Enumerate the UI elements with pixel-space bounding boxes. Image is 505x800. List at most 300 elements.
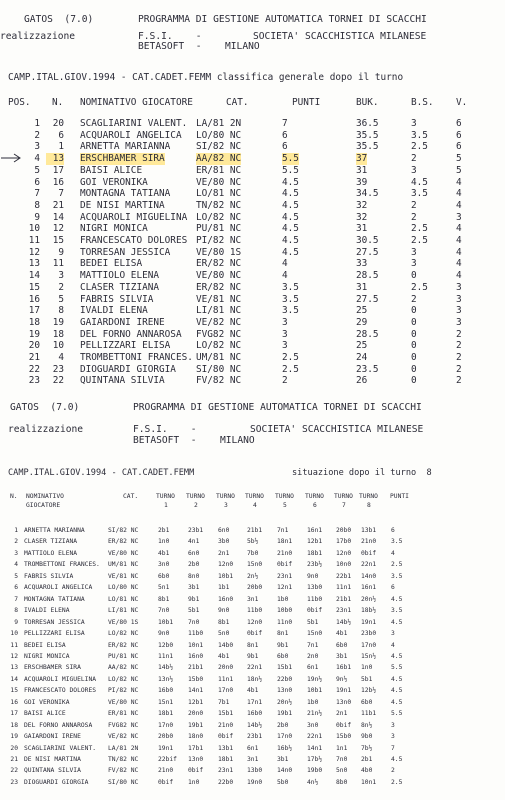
standings-cell-n: 11 xyxy=(52,258,64,270)
standings-cell-buk: 33 xyxy=(356,258,368,270)
rounds-cell-name: DIOGUARDI GIORGIA xyxy=(24,778,89,786)
standings-cell-punti: 7 xyxy=(282,118,288,129)
rounds-cell-r6: 7n1 xyxy=(307,641,319,649)
rounds-cell-name: GAIARDONI IRENE xyxy=(24,733,81,741)
rounds-cell-name: TROMBETTONI FRANCES. xyxy=(24,561,100,569)
standings-cell-n: 18 xyxy=(52,328,64,340)
standings-cell-name: GAIARDONI IRENE xyxy=(80,316,165,328)
standings-cell-v: 4 xyxy=(456,270,462,282)
standings-cell-buk: 31 xyxy=(356,164,368,176)
rounds-cell-r7: 22b1 xyxy=(336,572,352,580)
rounds-cell-r1: 13n½ xyxy=(158,675,174,683)
rounds-cell-r4: 3n1 xyxy=(247,595,259,603)
standings-cell-bs: 0 xyxy=(411,375,417,387)
standings-title: CAMP.ITAL.GIOV.1994 - CAT.CADET.FEMM classifica generale dopo il turno xyxy=(8,72,404,83)
rounds-cell-n: 9 xyxy=(14,618,18,626)
rounds-cell-punti: 4.5 xyxy=(391,675,403,683)
standings-cell-n: 21 xyxy=(52,199,64,211)
fsi-label-2: F.S.I. - xyxy=(133,424,197,435)
rounds-cell-r7: 21b1 xyxy=(336,595,352,603)
rounds-cell-r5: 0bif xyxy=(277,561,293,569)
rounds-cell-cat: VE/80 1S xyxy=(108,618,139,626)
rounds-cell-r3: 9n0 xyxy=(218,607,230,615)
rounds-cell-r4: 5b½ xyxy=(247,538,259,546)
standings-cell-n: 7 xyxy=(58,188,64,200)
rounds-cell-r3: 3b0 xyxy=(218,538,230,546)
standings-row xyxy=(0,270,505,282)
rounds-cell-punti: 4.5 xyxy=(391,698,403,706)
rounds-cell-n: 18 xyxy=(10,721,18,729)
rounds-cell-r8: 1n0 xyxy=(361,664,373,672)
turno-number: 1 xyxy=(164,502,168,509)
rounds-cell-r7: 15b0 xyxy=(336,733,352,741)
standings-cell-name: MONTAGNA TATIANA xyxy=(80,188,171,200)
standings-cell-n: 6 xyxy=(58,129,64,141)
rounds-cell-n: 4 xyxy=(14,561,18,569)
rounds-cell-cat: LA/81 2N xyxy=(108,744,139,752)
standings-cell-pos: 10 xyxy=(28,223,40,235)
standings-cell-punti: 4.5 xyxy=(282,199,299,211)
standings-cell-v: 4 xyxy=(456,199,462,211)
standings-cell-cat: LO/81 NC xyxy=(196,188,242,200)
standings-cell-bs: 2.5 xyxy=(411,281,428,293)
rounds-cell-cat: PU/81 NC xyxy=(108,652,139,660)
rounds-cell-r5: 3b1 xyxy=(277,756,289,763)
rounds-cell-r6: 16n1 xyxy=(307,527,323,534)
milano-label: MILANO xyxy=(225,41,260,52)
rounds-cell-r4: 16b0 xyxy=(247,710,263,718)
betasoft-label: BETASOFT - xyxy=(138,41,202,52)
rounds-cell-n: 16 xyxy=(10,698,18,706)
rounds-cell-r8: 22n1 xyxy=(361,561,377,569)
standings-cell-pos: 9 xyxy=(34,211,40,223)
standings-cell-punti: 6 xyxy=(282,141,288,153)
rounds-cell-r2: 11b0 xyxy=(188,630,204,638)
rounds-cell-r1: 22bif xyxy=(158,756,177,763)
rounds-cell-r7: 17b0 xyxy=(336,538,352,546)
standings-cell-v: 6 xyxy=(456,129,462,141)
rounds-cell-cat: TN/82 NC xyxy=(108,756,139,763)
rounds-cell-r1: 21n0 xyxy=(158,767,174,775)
standings-cell-name: BAISI ALICE xyxy=(80,164,143,176)
rounds-cell-r1: 18b1 xyxy=(158,710,174,718)
turno-label: TURNO xyxy=(216,493,235,500)
rounds-cell-name: GOI VERONIKA xyxy=(24,698,70,706)
rounds-cell-r5: 7n1 xyxy=(277,527,289,534)
rounds-cell-punti: 5.5 xyxy=(391,710,403,718)
rounds-col-n: N. xyxy=(10,493,18,500)
rounds-cell-r8: 19n1 xyxy=(361,618,377,626)
standings-cell-punti: 4.5 xyxy=(282,188,299,200)
rounds-cell-r5: 2b0 xyxy=(277,721,289,729)
rounds-cell-r5: 6b0 xyxy=(277,652,289,660)
rounds-cell-r5: 15b1 xyxy=(277,664,293,672)
rounds-cell-cat: UM/81 NC xyxy=(108,561,139,569)
rounds-cell-r8: 14n0 xyxy=(361,572,377,580)
rounds-cell-r8: 11b1 xyxy=(361,710,377,718)
rounds-cell-name: DE NISI MARTINA xyxy=(24,756,81,763)
standings-cell-punti: 2.5 xyxy=(282,352,299,363)
rounds-cell-r8: 7b½ xyxy=(361,744,373,752)
standings-cell-buk: 36.5 xyxy=(356,118,379,129)
rounds-row xyxy=(0,525,505,537)
turno-number: 7 xyxy=(342,502,346,509)
rounds-cell-r7: 8b0 xyxy=(336,778,348,786)
col-buk: BUK. xyxy=(356,97,379,108)
rounds-col-punti: PUNTI xyxy=(390,493,409,500)
rounds-cell-r6: 23b½ xyxy=(307,561,323,569)
standings-cell-pos: 7 xyxy=(34,188,40,200)
standings-cell-buk: 31 xyxy=(356,223,368,235)
standings-cell-bs: 3 xyxy=(411,118,417,129)
standings-cell-punti: 4.5 xyxy=(282,211,299,223)
standings-row xyxy=(0,317,505,329)
rounds-cell-r3: 5n0 xyxy=(218,630,230,638)
rounds-cell-r8: 23b0 xyxy=(361,630,377,638)
rounds-cell-r6: 19n½ xyxy=(307,675,323,683)
rounds-cell-name: ARNETTA MARIANNA xyxy=(24,527,85,534)
rounds-cell-r2: 3b1 xyxy=(188,584,200,592)
rounds-cell-name: NIGRI MONICA xyxy=(24,652,70,660)
rounds-cell-r4: 14b½ xyxy=(247,721,263,729)
rounds-cell-r6: 18b1 xyxy=(307,549,323,557)
rounds-cell-r8: 13b1 xyxy=(361,527,377,534)
standings-cell-pos: 8 xyxy=(34,199,40,211)
standings-cell-punti: 5.5 xyxy=(282,164,299,176)
standings-row xyxy=(0,118,505,130)
standings-cell-buk: 27.5 xyxy=(356,246,379,258)
standings-cell-v: 2 xyxy=(456,363,462,375)
rounds-cell-punti: 3 xyxy=(391,721,395,729)
turno-number: 3 xyxy=(224,502,228,509)
standings-row xyxy=(0,235,505,247)
rounds-cell-r3: 16n0 xyxy=(218,595,234,603)
standings-cell-v: 3 xyxy=(456,211,462,223)
col-punti: PUNTI xyxy=(292,97,321,108)
rounds-cell-r2: 2b0 xyxy=(188,561,200,569)
standings-cell-pos: 17 xyxy=(28,305,40,317)
societa-label-2: SOCIETA' SCACCHISTICA MILANESE xyxy=(250,424,424,435)
standings-cell-pos: 20 xyxy=(28,340,40,352)
rounds-cell-r5: 14n0 xyxy=(277,767,293,775)
standings-cell-buk: 35.5 xyxy=(356,141,379,153)
rounds-cell-r3: 11n1 xyxy=(218,675,234,683)
standings-row xyxy=(0,130,505,142)
standings-cell-v: 4 xyxy=(456,235,462,246)
turno-number: 6 xyxy=(313,502,317,509)
standings-cell-pos: 18 xyxy=(28,316,40,328)
rounds-cell-r6: 2n0 xyxy=(307,652,319,660)
rounds-cell-r2: 15b0 xyxy=(188,675,204,683)
rounds-cell-r2: 7n0 xyxy=(188,618,200,626)
rounds-cell-r2: 9b1 xyxy=(188,595,200,603)
rounds-cell-r6: 12b1 xyxy=(307,538,323,546)
rounds-cell-r5: 18n1 xyxy=(277,538,293,546)
rounds-cell-r8: 10n1 xyxy=(361,778,377,786)
standings-cell-cat: LO/80 NC xyxy=(196,129,242,141)
rounds-row xyxy=(0,754,505,766)
col-name: NOMINATIVO GIOCATORE xyxy=(80,97,193,108)
rounds-cell-r5: 10b0 xyxy=(277,607,293,615)
standings-cell-name: FRANCESCATO DOLORES xyxy=(80,235,188,246)
standings-cell-pos: 12 xyxy=(28,246,40,258)
rounds-row xyxy=(0,697,505,709)
standings-cell-n: 22 xyxy=(52,375,64,387)
rounds-cell-r2: 18n0 xyxy=(188,733,204,741)
rounds-subtitle: situazione dopo il turno 8 xyxy=(292,468,432,478)
rounds-cell-r7: 2n1 xyxy=(336,710,348,718)
rounds-cell-n: 12 xyxy=(10,652,18,660)
rounds-cell-r6: 15n0 xyxy=(307,630,323,638)
standings-cell-cat: LA/81 2N xyxy=(196,118,242,129)
rounds-cell-name: BEDEI ELISA xyxy=(24,641,66,649)
standings-cell-cat: PI/82 NC xyxy=(196,235,242,246)
rounds-row xyxy=(0,559,505,571)
rounds-cell-r3: 8b1 xyxy=(218,618,230,626)
standings-cell-v: 4 xyxy=(456,223,462,235)
rounds-row xyxy=(0,548,505,560)
rounds-cell-r4: 23b1 xyxy=(247,733,263,741)
rounds-cell-punti: 7 xyxy=(391,744,395,752)
rounds-cell-cat: PI/82 NC xyxy=(108,687,139,695)
rounds-cell-r1: 12b0 xyxy=(158,641,174,649)
rounds-cell-r3: 22b0 xyxy=(218,778,234,786)
rounds-cell-r7: 9n½ xyxy=(336,675,348,683)
standings-cell-v: 2 xyxy=(456,375,462,387)
milano-label-2: MILANO xyxy=(220,435,255,446)
standings-cell-pos: 15 xyxy=(28,281,40,293)
rounds-cell-r6: 3n0 xyxy=(307,721,319,729)
rounds-cell-r6: 1b0 xyxy=(307,698,319,706)
rounds-cell-n: 17 xyxy=(10,710,18,718)
rounds-cell-r1: 2b1 xyxy=(158,527,170,534)
rounds-cell-n: 10 xyxy=(10,630,18,638)
standings-cell-punti: 5.5 xyxy=(282,153,299,165)
standings-cell-punti: 4 xyxy=(282,270,288,282)
rounds-cell-punti: 4.5 xyxy=(391,595,403,603)
rounds-cell-r4: 15n0 xyxy=(247,561,263,569)
rounds-row xyxy=(0,628,505,640)
rounds-cell-r2: 16n0 xyxy=(188,652,204,660)
standings-cell-v: 5 xyxy=(456,164,462,176)
rounds-cell-r5: 19b1 xyxy=(277,710,293,718)
standings-row xyxy=(0,200,505,212)
software-name: GATOS (7.0) xyxy=(24,14,94,25)
rounds-cell-cat: FV/82 NC xyxy=(108,767,139,775)
rounds-cell-r8: 16n1 xyxy=(361,584,377,592)
turno-label: TURNO xyxy=(334,493,353,500)
standings-cell-n: 5 xyxy=(58,293,64,305)
standings-cell-name: BEDEI ELISA xyxy=(80,258,143,270)
rounds-cell-r5: 22b0 xyxy=(277,675,293,683)
rounds-cell-cat: SI/80 NC xyxy=(108,778,139,786)
rounds-cell-r2: 4n1 xyxy=(188,538,200,546)
rounds-cell-r3: 4b1 xyxy=(218,652,230,660)
rounds-cell-r7: 16b1 xyxy=(336,664,352,672)
rounds-cell-r4: 9b1 xyxy=(247,652,259,660)
turno-number: 2 xyxy=(194,502,198,509)
standings-cell-buk: 28.5 xyxy=(356,270,379,282)
standings-cell-v: 4 xyxy=(456,176,462,188)
standings-cell-pos: 1 xyxy=(34,118,40,129)
rounds-cell-r3: 6n0 xyxy=(218,527,230,534)
rounds-cell-r4: 2n½ xyxy=(247,572,259,580)
standings-cell-punti: 3.5 xyxy=(282,281,299,293)
rounds-cell-r6: 6n1 xyxy=(307,664,319,672)
col-pos: POS. xyxy=(8,97,31,108)
standings-cell-v: 5 xyxy=(456,153,462,165)
rounds-cell-punti: 3.5 xyxy=(391,538,403,546)
rounds-cell-r4: 7b0 xyxy=(247,549,259,557)
standings-cell-buk: 34.5 xyxy=(356,188,379,200)
rounds-cell-cat: LO/82 NC xyxy=(108,675,139,683)
standings-row xyxy=(0,329,505,341)
standings-cell-cat: AA/82 NC xyxy=(196,153,242,165)
standings-row xyxy=(0,141,505,153)
standings-cell-cat: ER/82 NC xyxy=(196,281,242,293)
rounds-cell-n: 14 xyxy=(10,675,18,683)
rounds-cell-cat: LO/82 NC xyxy=(108,630,139,638)
rounds-cell-punti: 5.5 xyxy=(391,664,403,672)
rounds-cell-name: FRANCESCATO DOLORES xyxy=(24,687,97,695)
rounds-cell-r7: 7n0 xyxy=(336,756,348,763)
standings-cell-bs: 2.5 xyxy=(411,235,428,246)
rounds-row xyxy=(0,731,505,743)
rounds-cell-r8: 20n½ xyxy=(361,595,377,603)
rounds-cell-r2: 21b1 xyxy=(188,664,204,672)
standings-cell-v: 4 xyxy=(456,258,462,270)
rounds-cell-r1: 15n1 xyxy=(158,698,174,706)
turno-label: TURNO xyxy=(186,493,205,500)
standings-cell-name: MATTIOLO ELENA xyxy=(80,270,160,282)
rounds-cell-r2: 1n0 xyxy=(188,778,200,786)
rounds-cell-r5: 12n1 xyxy=(277,584,293,592)
rounds-row xyxy=(0,720,505,732)
program-title-2: PROGRAMMA DI GESTIONE AUTOMATICA TORNEI DI SCACCHI xyxy=(133,402,422,413)
standings-cell-punti: 6 xyxy=(282,129,288,141)
rounds-cell-r6: 10b1 xyxy=(307,687,323,695)
standings-cell-v: 3 xyxy=(456,281,462,293)
standings-cell-name: TROMBETTONI FRANCES. xyxy=(80,352,193,363)
standings-cell-buk: 39 xyxy=(356,176,368,188)
rounds-cell-r5: 9b1 xyxy=(277,641,289,649)
standings-cell-punti: 3 xyxy=(282,316,288,328)
rounds-cell-r1: 5n1 xyxy=(158,584,170,592)
rounds-cell-r2: 8n0 xyxy=(188,572,200,580)
rounds-cell-r1: 10b1 xyxy=(158,618,174,626)
realizzazione-label-2: realizzazione xyxy=(8,424,84,435)
standings-cell-punti: 2.5 xyxy=(282,363,299,375)
rounds-cell-r2: 17b1 xyxy=(188,744,204,752)
rounds-cell-r6: 21n½ xyxy=(307,710,323,718)
rounds-cell-punti: 4.5 xyxy=(391,652,403,660)
rounds-cell-r1: 6b0 xyxy=(158,572,170,580)
rounds-cell-r2: 6n0 xyxy=(188,549,200,557)
standings-cell-n: 2 xyxy=(58,281,64,293)
standings-cell-name: CLASER TIZIANA xyxy=(80,281,160,293)
standings-cell-buk: 26 xyxy=(356,375,368,387)
standings-cell-name: QUINTANA SILVIA xyxy=(80,375,165,387)
rounds-cell-r3: 18b1 xyxy=(218,756,234,763)
rounds-cell-r6: 22n1 xyxy=(307,733,323,741)
rounds-cell-r4: 18n½ xyxy=(247,675,263,683)
standings-cell-pos: 3 xyxy=(34,141,40,153)
standings-cell-name: ACQUAROLI ANGELICA xyxy=(80,129,182,141)
standings-cell-n: 12 xyxy=(52,223,64,235)
rounds-cell-cat: LI/81 NC xyxy=(108,607,139,615)
standings-cell-n: 15 xyxy=(52,235,64,246)
rounds-row xyxy=(0,605,505,617)
rounds-cell-name: BAISI ALICE xyxy=(24,710,66,718)
betasoft-label-2: BETASOFT - xyxy=(133,435,197,446)
fsi-label: F.S.I. - xyxy=(138,31,202,42)
rounds-cell-r4: 4b1 xyxy=(247,687,259,695)
rounds-cell-r2: 5b1 xyxy=(188,607,200,615)
turno-number: 5 xyxy=(283,502,287,509)
rounds-header xyxy=(0,492,505,516)
standings-cell-n: 13 xyxy=(46,153,64,165)
standings-cell-punti: 3.5 xyxy=(282,305,299,317)
rounds-cell-name: IVALDI ELENA xyxy=(24,607,70,615)
rounds-cell-r8: 6b0 xyxy=(361,698,373,706)
rounds-cell-r7: 12n0 xyxy=(336,549,352,557)
standings-cell-bs: 3 xyxy=(411,164,417,176)
rounds-cell-r6: 14n1 xyxy=(307,744,323,752)
standings-cell-cat: PU/81 NC xyxy=(196,223,242,235)
rounds-row xyxy=(0,674,505,686)
realizzazione-label: realizzazione xyxy=(0,31,76,42)
rounds-cell-r3: 23n1 xyxy=(218,767,234,775)
rounds-cell-r4: 0bif xyxy=(247,630,263,638)
rounds-cell-cat: VE/80 NC xyxy=(108,698,139,706)
rounds-cell-r6: 0bif xyxy=(307,607,323,615)
standings-cell-bs: 2 xyxy=(411,199,417,211)
rounds-cell-r6: 5b1 xyxy=(307,618,319,626)
standings-cell-pos: 22 xyxy=(28,363,40,375)
rounds-cell-name: MATTIOLO ELENA xyxy=(24,549,78,557)
rounds-cell-r4: 13b0 xyxy=(247,767,263,775)
standings-cell-v: 6 xyxy=(456,141,462,153)
standings-cell-n: 1 xyxy=(58,141,64,153)
standings-row xyxy=(0,165,505,177)
standings-cell-name: ERSCHBAMER SIRA xyxy=(80,153,165,165)
standings-cell-n: 20 xyxy=(52,118,64,129)
rounds-row xyxy=(0,571,505,583)
rounds-cell-n: 7 xyxy=(14,595,18,603)
rounds-cell-r7: 5n0 xyxy=(336,767,348,775)
rounds-cell-punti: 2.5 xyxy=(391,561,403,569)
standings-cell-v: 2 xyxy=(456,340,462,352)
standings-cell-pos: 5 xyxy=(34,164,40,176)
standings-cell-punti: 4.5 xyxy=(282,176,299,188)
standings-cell-name: GOI VERONIKA xyxy=(80,176,148,188)
standings-row xyxy=(0,375,505,387)
rounds-cell-name: ACQUAROLI ANGELICA xyxy=(24,584,93,592)
rounds-cell-n: 20 xyxy=(10,744,18,752)
standings-cell-pos: 2 xyxy=(34,129,40,141)
standings-cell-v: 6 xyxy=(456,118,462,129)
rounds-cell-n: 1 xyxy=(14,527,18,534)
turno-label: TURNO xyxy=(156,493,175,500)
rounds-cell-r1: 4b1 xyxy=(158,549,170,557)
standings-cell-bs: 3 xyxy=(411,246,417,258)
standings-cell-buk: 37 xyxy=(356,153,368,165)
standings-cell-name: ACQUAROLI MIGUELINA xyxy=(80,211,188,223)
standings-cell-bs: 2 xyxy=(411,153,417,165)
rounds-cell-n: 13 xyxy=(10,664,18,672)
standings-cell-name: DIOGUARDI GIORGIA xyxy=(80,363,176,375)
rounds-cell-r3: 13b1 xyxy=(218,744,234,752)
